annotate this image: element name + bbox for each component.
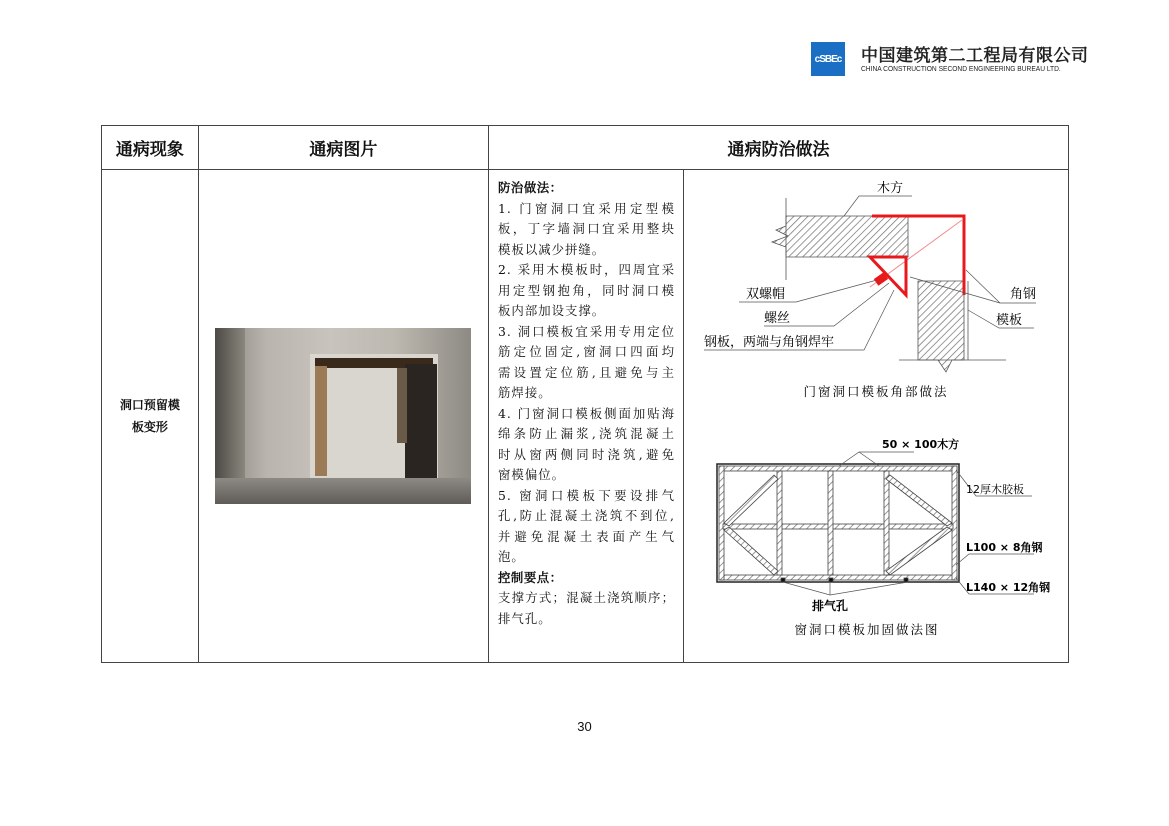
method-text-line: 3. 洞口模板宜采用专用定位 [498, 323, 675, 339]
defect-table [101, 125, 1069, 663]
page-number: 30 [577, 719, 592, 734]
label-formwork: 模板 [995, 313, 1022, 328]
diagrams [684, 170, 1068, 658]
method-paragraph [498, 260, 675, 322]
frame-labels [783, 452, 1034, 595]
method-text-line: 孔,防止混凝土浇筑不到位, [498, 508, 675, 523]
caption-corner: 门窗洞口模板角部做法 [803, 384, 949, 399]
control-title: 控制要点： [498, 569, 563, 585]
header-picture: 通病图片 [198, 126, 488, 170]
label-angle-steel: 角钢 [1009, 287, 1036, 302]
methods-text-cell [489, 170, 684, 663]
picture-cell [198, 170, 488, 663]
label-plywood: 12厚木胶板 [965, 483, 1024, 496]
company-logo: cSBEc [811, 42, 845, 76]
method-text-line: 模板以减少拼缝。 [498, 241, 606, 257]
method-paragraph [498, 199, 675, 261]
method-text-line: 筋定位固定,窗洞口四面均 [498, 344, 675, 359]
label-angle-l100: L100 × 8角钢 [965, 541, 1043, 554]
method-text-line: 板，丁字墙洞口宜采用整块 [498, 221, 675, 236]
label-wood: 木方 [876, 181, 903, 196]
header-phenomenon: 通病现象 [102, 126, 199, 170]
method-text-line: 排气孔。 [498, 610, 552, 626]
phenomenon-text: 洞口预留模 [119, 398, 180, 412]
method-paragraph [498, 404, 675, 486]
methods-title: 防治做法： [498, 180, 563, 195]
label-vent-hole: 排气孔 [811, 599, 848, 613]
company-name-en: CHINA CONSTRUCTION SECOND ENGINEERING BUREAU LTD. [861, 66, 1061, 73]
method-text-line: 支撑方式；混凝土浇筑顺序； [498, 590, 675, 605]
method-paragraph [498, 486, 675, 568]
label-angle-l140: L140 × 12角钢 [965, 581, 1051, 594]
method-text-line: 用定型钢抱角，同时洞口模 [498, 282, 675, 298]
method-text-line: 并避免混凝土表面产生气 [498, 528, 675, 544]
header-methods: 通病防治做法 [489, 126, 1069, 170]
table-row [102, 170, 1069, 663]
method-text-line: 绵条防止漏浆,浇筑混凝土 [498, 426, 675, 441]
method-text-line: 2. 采用木模板时，四周宜采 [498, 262, 675, 277]
method-text-line: 1. 门窗洞口宜采用定型模 [498, 200, 675, 216]
method-text-line: 4. 门窗洞口模板侧面加贴海 [498, 405, 675, 421]
label-screw: 螺丝 [763, 311, 790, 326]
label-double-nut: 双螺帽 [745, 287, 785, 302]
method-text-line: 板内部加设支撑。 [498, 303, 606, 318]
method-paragraph [498, 322, 675, 404]
phenomenon-text: 板变形 [131, 420, 168, 434]
table-header-row [102, 126, 1069, 170]
method-text-line: 窗模偏位。 [498, 467, 565, 482]
label-wood-beam: 50 × 100木方 [881, 438, 960, 451]
diagram-cell [683, 170, 1068, 663]
method-text-line: 需设置定位筋,且避免与主 [498, 364, 675, 380]
label-plate: 钢板，两端与角钢焊牢 [703, 335, 834, 350]
frame-diagram [717, 464, 959, 582]
method-text-line: 5. 窗洞口模板下要设排气 [498, 487, 675, 503]
phenomenon-cell [102, 170, 199, 663]
method-text-line: 泡。 [498, 549, 525, 564]
company-name-cn: 中国建筑第二工程局有限公司 [861, 46, 1089, 66]
method-text-line: 筋焊接。 [498, 385, 552, 400]
defect-photo [215, 328, 471, 504]
method-text-line: 时从窗两侧同时浇筑,避免 [498, 446, 675, 462]
caption-frame: 窗洞口模板加固做法图 [794, 622, 940, 637]
corner-diagram [704, 180, 1036, 399]
